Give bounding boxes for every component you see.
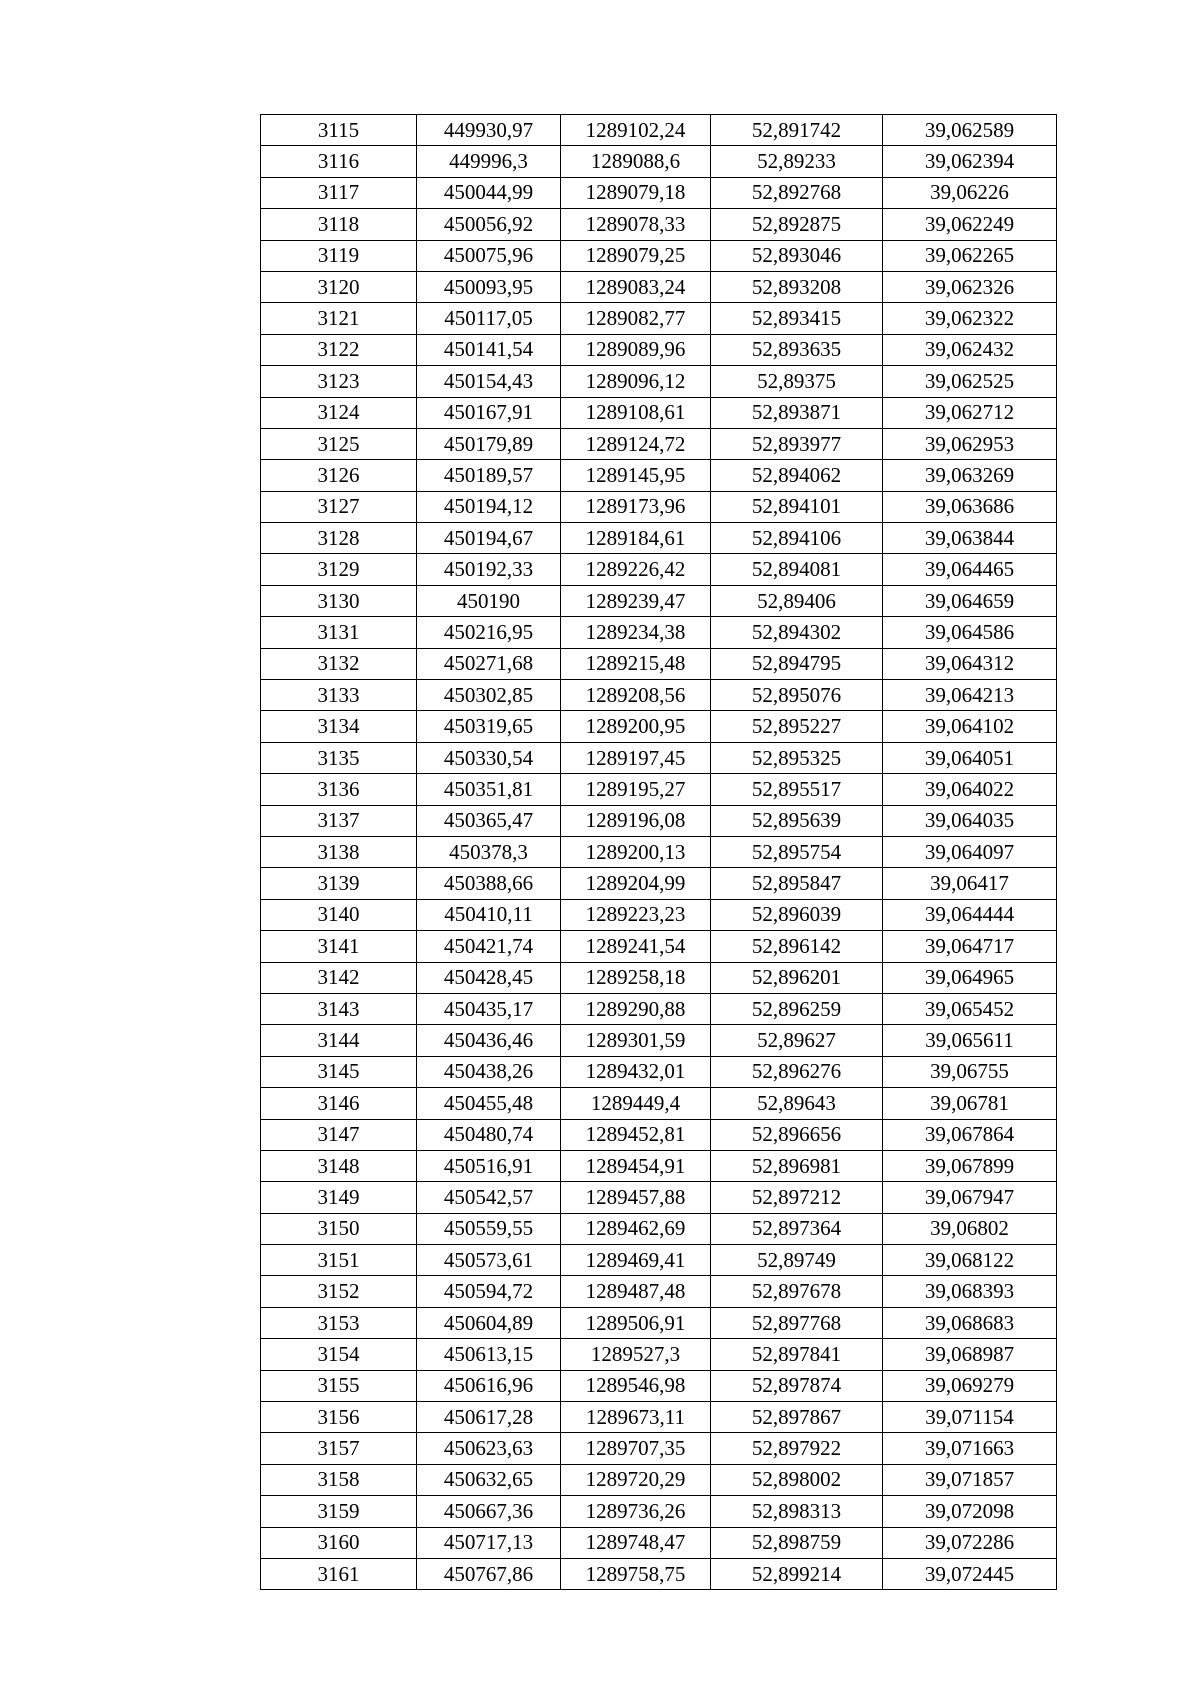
table-row bbox=[261, 1245, 1057, 1276]
longitude-cell: 39,063686 bbox=[883, 491, 1057, 522]
y-coordinate-cell: 1289089,96 bbox=[561, 334, 711, 365]
table-row bbox=[261, 397, 1057, 428]
point-number-cell: 3118 bbox=[261, 209, 417, 240]
latitude-cell: 52,89749 bbox=[711, 1245, 883, 1276]
longitude-cell: 39,06755 bbox=[883, 1056, 1057, 1087]
table-row bbox=[261, 1339, 1057, 1370]
longitude-cell: 39,063844 bbox=[883, 523, 1057, 554]
latitude-cell: 52,89375 bbox=[711, 366, 883, 397]
longitude-cell: 39,062326 bbox=[883, 271, 1057, 302]
y-coordinate-cell: 1289079,18 bbox=[561, 177, 711, 208]
latitude-cell: 52,899214 bbox=[711, 1558, 883, 1589]
x-coordinate-cell: 450194,12 bbox=[417, 491, 561, 522]
latitude-cell: 52,896039 bbox=[711, 899, 883, 930]
longitude-cell: 39,065611 bbox=[883, 1025, 1057, 1056]
latitude-cell: 52,897364 bbox=[711, 1213, 883, 1244]
longitude-cell: 39,062525 bbox=[883, 366, 1057, 397]
longitude-cell: 39,064465 bbox=[883, 554, 1057, 585]
y-coordinate-cell: 1289239,47 bbox=[561, 585, 711, 616]
latitude-cell: 52,895847 bbox=[711, 868, 883, 899]
point-number-cell: 3143 bbox=[261, 993, 417, 1024]
y-coordinate-cell: 1289758,75 bbox=[561, 1558, 711, 1589]
y-coordinate-cell: 1289173,96 bbox=[561, 491, 711, 522]
table-row bbox=[261, 617, 1057, 648]
point-number-cell: 3133 bbox=[261, 680, 417, 711]
table-row bbox=[261, 271, 1057, 302]
longitude-cell: 39,062265 bbox=[883, 240, 1057, 271]
point-number-cell: 3139 bbox=[261, 868, 417, 899]
y-coordinate-cell: 1289454,91 bbox=[561, 1150, 711, 1181]
x-coordinate-cell: 450271,68 bbox=[417, 648, 561, 679]
longitude-cell: 39,069279 bbox=[883, 1370, 1057, 1401]
x-coordinate-cell: 450436,46 bbox=[417, 1025, 561, 1056]
table-row bbox=[261, 585, 1057, 616]
y-coordinate-cell: 1289720,29 bbox=[561, 1464, 711, 1495]
point-number-cell: 3132 bbox=[261, 648, 417, 679]
x-coordinate-cell: 450179,89 bbox=[417, 428, 561, 459]
table-row bbox=[261, 1213, 1057, 1244]
latitude-cell: 52,894101 bbox=[711, 491, 883, 522]
table-row bbox=[261, 742, 1057, 773]
y-coordinate-cell: 1289204,99 bbox=[561, 868, 711, 899]
longitude-cell: 39,064051 bbox=[883, 742, 1057, 773]
table-row bbox=[261, 240, 1057, 271]
y-coordinate-cell: 1289449,4 bbox=[561, 1088, 711, 1119]
table-row bbox=[261, 146, 1057, 177]
longitude-cell: 39,062432 bbox=[883, 334, 1057, 365]
x-coordinate-cell: 450154,43 bbox=[417, 366, 561, 397]
longitude-cell: 39,062322 bbox=[883, 303, 1057, 334]
x-coordinate-cell: 450717,13 bbox=[417, 1527, 561, 1558]
point-number-cell: 3128 bbox=[261, 523, 417, 554]
point-number-cell: 3141 bbox=[261, 931, 417, 962]
x-coordinate-cell: 450516,91 bbox=[417, 1150, 561, 1181]
longitude-cell: 39,068987 bbox=[883, 1339, 1057, 1370]
x-coordinate-cell: 450192,33 bbox=[417, 554, 561, 585]
point-number-cell: 3135 bbox=[261, 742, 417, 773]
point-number-cell: 3155 bbox=[261, 1370, 417, 1401]
y-coordinate-cell: 1289241,54 bbox=[561, 931, 711, 962]
y-coordinate-cell: 1289673,11 bbox=[561, 1402, 711, 1433]
latitude-cell: 52,894062 bbox=[711, 460, 883, 491]
y-coordinate-cell: 1289469,41 bbox=[561, 1245, 711, 1276]
longitude-cell: 39,067864 bbox=[883, 1119, 1057, 1150]
y-coordinate-cell: 1289088,6 bbox=[561, 146, 711, 177]
table-row bbox=[261, 366, 1057, 397]
point-number-cell: 3157 bbox=[261, 1433, 417, 1464]
longitude-cell: 39,064022 bbox=[883, 774, 1057, 805]
longitude-cell: 39,064102 bbox=[883, 711, 1057, 742]
latitude-cell: 52,891742 bbox=[711, 115, 883, 146]
x-coordinate-cell: 449930,97 bbox=[417, 115, 561, 146]
x-coordinate-cell: 450613,15 bbox=[417, 1339, 561, 1370]
y-coordinate-cell: 1289707,35 bbox=[561, 1433, 711, 1464]
point-number-cell: 3126 bbox=[261, 460, 417, 491]
longitude-cell: 39,067899 bbox=[883, 1150, 1057, 1181]
point-number-cell: 3144 bbox=[261, 1025, 417, 1056]
x-coordinate-cell: 450190 bbox=[417, 585, 561, 616]
y-coordinate-cell: 1289102,24 bbox=[561, 115, 711, 146]
latitude-cell: 52,892768 bbox=[711, 177, 883, 208]
point-number-cell: 3156 bbox=[261, 1402, 417, 1433]
x-coordinate-cell: 450438,26 bbox=[417, 1056, 561, 1087]
x-coordinate-cell: 450378,3 bbox=[417, 836, 561, 867]
y-coordinate-cell: 1289301,59 bbox=[561, 1025, 711, 1056]
table-row bbox=[261, 428, 1057, 459]
x-coordinate-cell: 450075,96 bbox=[417, 240, 561, 271]
point-number-cell: 3161 bbox=[261, 1558, 417, 1589]
latitude-cell: 52,89233 bbox=[711, 146, 883, 177]
point-number-cell: 3130 bbox=[261, 585, 417, 616]
latitude-cell: 52,897922 bbox=[711, 1433, 883, 1464]
latitude-cell: 52,896259 bbox=[711, 993, 883, 1024]
y-coordinate-cell: 1289546,98 bbox=[561, 1370, 711, 1401]
table-row bbox=[261, 1527, 1057, 1558]
x-coordinate-cell: 450594,72 bbox=[417, 1276, 561, 1307]
latitude-cell: 52,897841 bbox=[711, 1339, 883, 1370]
x-coordinate-cell: 450623,63 bbox=[417, 1433, 561, 1464]
point-number-cell: 3119 bbox=[261, 240, 417, 271]
y-coordinate-cell: 1289124,72 bbox=[561, 428, 711, 459]
latitude-cell: 52,893635 bbox=[711, 334, 883, 365]
longitude-cell: 39,064213 bbox=[883, 680, 1057, 711]
y-coordinate-cell: 1289457,88 bbox=[561, 1182, 711, 1213]
table-row bbox=[261, 554, 1057, 585]
table-row bbox=[261, 1088, 1057, 1119]
point-number-cell: 3140 bbox=[261, 899, 417, 930]
y-coordinate-cell: 1289215,48 bbox=[561, 648, 711, 679]
point-number-cell: 3148 bbox=[261, 1150, 417, 1181]
latitude-cell: 52,895076 bbox=[711, 680, 883, 711]
y-coordinate-cell: 1289234,38 bbox=[561, 617, 711, 648]
x-coordinate-cell: 450667,36 bbox=[417, 1496, 561, 1527]
latitude-cell: 52,892875 bbox=[711, 209, 883, 240]
table-row bbox=[261, 209, 1057, 240]
x-coordinate-cell: 450117,05 bbox=[417, 303, 561, 334]
y-coordinate-cell: 1289258,18 bbox=[561, 962, 711, 993]
y-coordinate-cell: 1289226,42 bbox=[561, 554, 711, 585]
longitude-cell: 39,06781 bbox=[883, 1088, 1057, 1119]
table-row bbox=[261, 177, 1057, 208]
y-coordinate-cell: 1289462,69 bbox=[561, 1213, 711, 1244]
y-coordinate-cell: 1289078,33 bbox=[561, 209, 711, 240]
point-number-cell: 3138 bbox=[261, 836, 417, 867]
table-row bbox=[261, 1307, 1057, 1338]
x-coordinate-cell: 450604,89 bbox=[417, 1307, 561, 1338]
x-coordinate-cell: 450428,45 bbox=[417, 962, 561, 993]
x-coordinate-cell: 450365,47 bbox=[417, 805, 561, 836]
latitude-cell: 52,896656 bbox=[711, 1119, 883, 1150]
table-row bbox=[261, 836, 1057, 867]
latitude-cell: 52,897867 bbox=[711, 1402, 883, 1433]
table-row bbox=[261, 805, 1057, 836]
x-coordinate-cell: 449996,3 bbox=[417, 146, 561, 177]
latitude-cell: 52,893208 bbox=[711, 271, 883, 302]
longitude-cell: 39,063269 bbox=[883, 460, 1057, 491]
latitude-cell: 52,894081 bbox=[711, 554, 883, 585]
x-coordinate-cell: 450388,66 bbox=[417, 868, 561, 899]
x-coordinate-cell: 450767,86 bbox=[417, 1558, 561, 1589]
point-number-cell: 3129 bbox=[261, 554, 417, 585]
latitude-cell: 52,896981 bbox=[711, 1150, 883, 1181]
longitude-cell: 39,072286 bbox=[883, 1527, 1057, 1558]
longitude-cell: 39,072098 bbox=[883, 1496, 1057, 1527]
point-number-cell: 3142 bbox=[261, 962, 417, 993]
longitude-cell: 39,06417 bbox=[883, 868, 1057, 899]
y-coordinate-cell: 1289079,25 bbox=[561, 240, 711, 271]
x-coordinate-cell: 450093,95 bbox=[417, 271, 561, 302]
point-number-cell: 3134 bbox=[261, 711, 417, 742]
x-coordinate-cell: 450421,74 bbox=[417, 931, 561, 962]
y-coordinate-cell: 1289145,95 bbox=[561, 460, 711, 491]
point-number-cell: 3151 bbox=[261, 1245, 417, 1276]
x-coordinate-cell: 450455,48 bbox=[417, 1088, 561, 1119]
latitude-cell: 52,896142 bbox=[711, 931, 883, 962]
x-coordinate-cell: 450435,17 bbox=[417, 993, 561, 1024]
longitude-cell: 39,068122 bbox=[883, 1245, 1057, 1276]
table-row bbox=[261, 460, 1057, 491]
latitude-cell: 52,898313 bbox=[711, 1496, 883, 1527]
y-coordinate-cell: 1289432,01 bbox=[561, 1056, 711, 1087]
point-number-cell: 3158 bbox=[261, 1464, 417, 1495]
table-row bbox=[261, 1433, 1057, 1464]
table-row bbox=[261, 1182, 1057, 1213]
point-number-cell: 3160 bbox=[261, 1527, 417, 1558]
point-number-cell: 3125 bbox=[261, 428, 417, 459]
latitude-cell: 52,894106 bbox=[711, 523, 883, 554]
longitude-cell: 39,06226 bbox=[883, 177, 1057, 208]
x-coordinate-cell: 450056,92 bbox=[417, 209, 561, 240]
longitude-cell: 39,068393 bbox=[883, 1276, 1057, 1307]
longitude-cell: 39,062249 bbox=[883, 209, 1057, 240]
longitude-cell: 39,067947 bbox=[883, 1182, 1057, 1213]
table-row bbox=[261, 491, 1057, 522]
latitude-cell: 52,894302 bbox=[711, 617, 883, 648]
latitude-cell: 52,898759 bbox=[711, 1527, 883, 1558]
table-row bbox=[261, 774, 1057, 805]
x-coordinate-cell: 450351,81 bbox=[417, 774, 561, 805]
y-coordinate-cell: 1289736,26 bbox=[561, 1496, 711, 1527]
point-number-cell: 3145 bbox=[261, 1056, 417, 1087]
longitude-cell: 39,064717 bbox=[883, 931, 1057, 962]
x-coordinate-cell: 450189,57 bbox=[417, 460, 561, 491]
point-number-cell: 3117 bbox=[261, 177, 417, 208]
latitude-cell: 52,895639 bbox=[711, 805, 883, 836]
table-row bbox=[261, 868, 1057, 899]
y-coordinate-cell: 1289195,27 bbox=[561, 774, 711, 805]
point-number-cell: 3116 bbox=[261, 146, 417, 177]
point-number-cell: 3153 bbox=[261, 1307, 417, 1338]
point-number-cell: 3131 bbox=[261, 617, 417, 648]
x-coordinate-cell: 450044,99 bbox=[417, 177, 561, 208]
table-row bbox=[261, 115, 1057, 146]
y-coordinate-cell: 1289748,47 bbox=[561, 1527, 711, 1558]
table-row bbox=[261, 648, 1057, 679]
y-coordinate-cell: 1289487,48 bbox=[561, 1276, 711, 1307]
point-number-cell: 3147 bbox=[261, 1119, 417, 1150]
longitude-cell: 39,064586 bbox=[883, 617, 1057, 648]
point-number-cell: 3120 bbox=[261, 271, 417, 302]
x-coordinate-cell: 450216,95 bbox=[417, 617, 561, 648]
point-number-cell: 3123 bbox=[261, 366, 417, 397]
y-coordinate-cell: 1289223,23 bbox=[561, 899, 711, 930]
y-coordinate-cell: 1289200,13 bbox=[561, 836, 711, 867]
x-coordinate-cell: 450330,54 bbox=[417, 742, 561, 773]
longitude-cell: 39,071857 bbox=[883, 1464, 1057, 1495]
y-coordinate-cell: 1289184,61 bbox=[561, 523, 711, 554]
latitude-cell: 52,895227 bbox=[711, 711, 883, 742]
x-coordinate-cell: 450542,57 bbox=[417, 1182, 561, 1213]
latitude-cell: 52,897678 bbox=[711, 1276, 883, 1307]
longitude-cell: 39,064312 bbox=[883, 648, 1057, 679]
point-number-cell: 3159 bbox=[261, 1496, 417, 1527]
longitude-cell: 39,064444 bbox=[883, 899, 1057, 930]
longitude-cell: 39,064097 bbox=[883, 836, 1057, 867]
longitude-cell: 39,062589 bbox=[883, 115, 1057, 146]
point-number-cell: 3150 bbox=[261, 1213, 417, 1244]
table-row bbox=[261, 711, 1057, 742]
point-number-cell: 3115 bbox=[261, 115, 417, 146]
x-coordinate-cell: 450167,91 bbox=[417, 397, 561, 428]
table-row bbox=[261, 680, 1057, 711]
point-number-cell: 3136 bbox=[261, 774, 417, 805]
longitude-cell: 39,064659 bbox=[883, 585, 1057, 616]
table-row bbox=[261, 962, 1057, 993]
point-number-cell: 3154 bbox=[261, 1339, 417, 1370]
table-row bbox=[261, 1370, 1057, 1401]
coordinates-table-body bbox=[261, 115, 1057, 1590]
y-coordinate-cell: 1289096,12 bbox=[561, 366, 711, 397]
longitude-cell: 39,064965 bbox=[883, 962, 1057, 993]
longitude-cell: 39,072445 bbox=[883, 1558, 1057, 1589]
x-coordinate-cell: 450319,65 bbox=[417, 711, 561, 742]
longitude-cell: 39,065452 bbox=[883, 993, 1057, 1024]
table-row bbox=[261, 334, 1057, 365]
longitude-cell: 39,06802 bbox=[883, 1213, 1057, 1244]
y-coordinate-cell: 1289506,91 bbox=[561, 1307, 711, 1338]
point-number-cell: 3137 bbox=[261, 805, 417, 836]
x-coordinate-cell: 450410,11 bbox=[417, 899, 561, 930]
point-number-cell: 3146 bbox=[261, 1088, 417, 1119]
y-coordinate-cell: 1289452,81 bbox=[561, 1119, 711, 1150]
point-number-cell: 3121 bbox=[261, 303, 417, 334]
table-row bbox=[261, 1402, 1057, 1433]
table-row bbox=[261, 993, 1057, 1024]
y-coordinate-cell: 1289527,3 bbox=[561, 1339, 711, 1370]
longitude-cell: 39,062953 bbox=[883, 428, 1057, 459]
y-coordinate-cell: 1289197,45 bbox=[561, 742, 711, 773]
latitude-cell: 52,894795 bbox=[711, 648, 883, 679]
latitude-cell: 52,897874 bbox=[711, 1370, 883, 1401]
latitude-cell: 52,895325 bbox=[711, 742, 883, 773]
point-number-cell: 3127 bbox=[261, 491, 417, 522]
table-row bbox=[261, 1558, 1057, 1589]
x-coordinate-cell: 450559,55 bbox=[417, 1213, 561, 1244]
table-row bbox=[261, 931, 1057, 962]
latitude-cell: 52,896276 bbox=[711, 1056, 883, 1087]
latitude-cell: 52,893871 bbox=[711, 397, 883, 428]
point-number-cell: 3124 bbox=[261, 397, 417, 428]
latitude-cell: 52,893046 bbox=[711, 240, 883, 271]
table-row bbox=[261, 1025, 1057, 1056]
x-coordinate-cell: 450141,54 bbox=[417, 334, 561, 365]
latitude-cell: 52,89406 bbox=[711, 585, 883, 616]
table-row bbox=[261, 1464, 1057, 1495]
table-row bbox=[261, 1119, 1057, 1150]
longitude-cell: 39,071154 bbox=[883, 1402, 1057, 1433]
latitude-cell: 52,898002 bbox=[711, 1464, 883, 1495]
latitude-cell: 52,893415 bbox=[711, 303, 883, 334]
latitude-cell: 52,893977 bbox=[711, 428, 883, 459]
latitude-cell: 52,897212 bbox=[711, 1182, 883, 1213]
latitude-cell: 52,89627 bbox=[711, 1025, 883, 1056]
y-coordinate-cell: 1289290,88 bbox=[561, 993, 711, 1024]
y-coordinate-cell: 1289208,56 bbox=[561, 680, 711, 711]
x-coordinate-cell: 450617,28 bbox=[417, 1402, 561, 1433]
longitude-cell: 39,062394 bbox=[883, 146, 1057, 177]
x-coordinate-cell: 450573,61 bbox=[417, 1245, 561, 1276]
latitude-cell: 52,895754 bbox=[711, 836, 883, 867]
latitude-cell: 52,89643 bbox=[711, 1088, 883, 1119]
table-row bbox=[261, 899, 1057, 930]
longitude-cell: 39,068683 bbox=[883, 1307, 1057, 1338]
x-coordinate-cell: 450194,67 bbox=[417, 523, 561, 554]
longitude-cell: 39,062712 bbox=[883, 397, 1057, 428]
longitude-cell: 39,071663 bbox=[883, 1433, 1057, 1464]
latitude-cell: 52,896201 bbox=[711, 962, 883, 993]
table-row bbox=[261, 1276, 1057, 1307]
table-row bbox=[261, 1150, 1057, 1181]
table-row bbox=[261, 303, 1057, 334]
y-coordinate-cell: 1289108,61 bbox=[561, 397, 711, 428]
table-row bbox=[261, 1056, 1057, 1087]
point-number-cell: 3149 bbox=[261, 1182, 417, 1213]
table-row bbox=[261, 1496, 1057, 1527]
x-coordinate-cell: 450632,65 bbox=[417, 1464, 561, 1495]
x-coordinate-cell: 450480,74 bbox=[417, 1119, 561, 1150]
latitude-cell: 52,895517 bbox=[711, 774, 883, 805]
point-number-cell: 3122 bbox=[261, 334, 417, 365]
coordinates-table bbox=[260, 114, 1057, 1590]
point-number-cell: 3152 bbox=[261, 1276, 417, 1307]
x-coordinate-cell: 450616,96 bbox=[417, 1370, 561, 1401]
longitude-cell: 39,064035 bbox=[883, 805, 1057, 836]
y-coordinate-cell: 1289083,24 bbox=[561, 271, 711, 302]
latitude-cell: 52,897768 bbox=[711, 1307, 883, 1338]
table-row bbox=[261, 523, 1057, 554]
y-coordinate-cell: 1289082,77 bbox=[561, 303, 711, 334]
y-coordinate-cell: 1289200,95 bbox=[561, 711, 711, 742]
y-coordinate-cell: 1289196,08 bbox=[561, 805, 711, 836]
x-coordinate-cell: 450302,85 bbox=[417, 680, 561, 711]
